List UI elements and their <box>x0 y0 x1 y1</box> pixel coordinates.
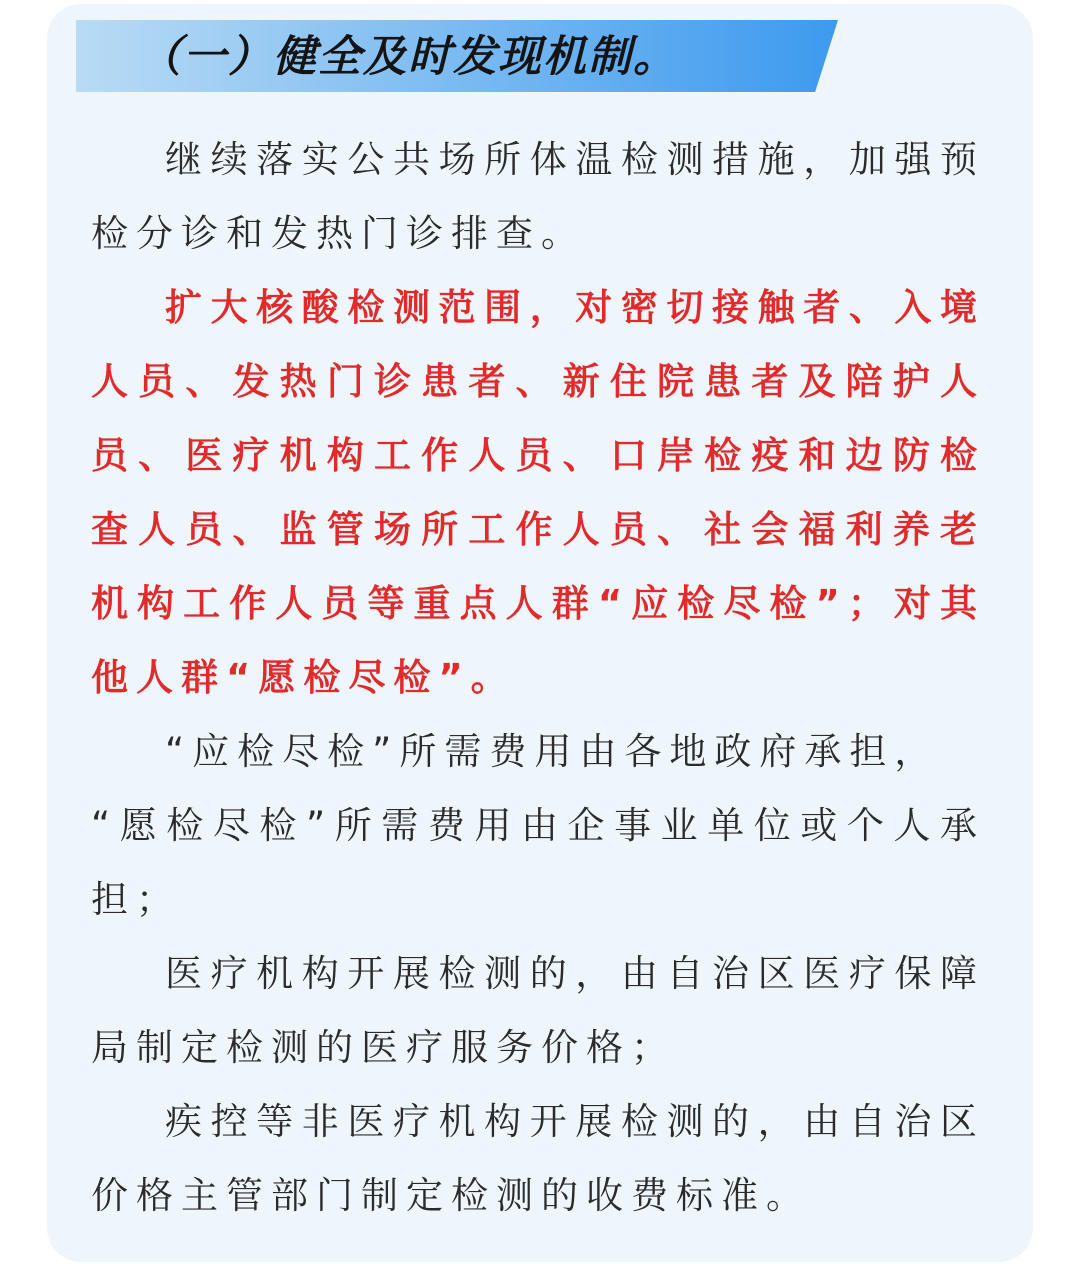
paragraph-government-cost: “应检尽检”所需费用由各地政府承担， <box>165 730 940 773</box>
paragraph-temperature-screening: 继续落实公共场所体温检测措施，加强预检分诊和发热门诊排查。 <box>91 138 985 255</box>
body-text <box>91 123 985 1233</box>
paragraph-voluntary-cost: “愿检尽检”所需费用由企事业单位或个人承担； <box>91 804 985 921</box>
section-title: （一）健全及时发现机制。 <box>138 32 678 82</box>
paragraph-medical-pricing: 医疗机构开展检测的，由自治区医疗保障局制定检测的医疗服务价格； <box>91 952 985 1069</box>
paragraph-cdc-pricing: 疾控等非医疗机构开展检测的，由自治区价格主管部门制定检测的收费标准。 <box>91 1100 985 1217</box>
paragraph-testing-scope: 扩大核酸检测范围，对密切接触者、入境人员、发热门诊患者、新住院患者及陪护人员、医疗机构工作人员、口岸检疫和边防检查人员、监管场所工作人员、社会福利养老机构工作人员等重点人群“应检尽检”；对其他人群“愿检尽检”。 <box>91 286 985 699</box>
